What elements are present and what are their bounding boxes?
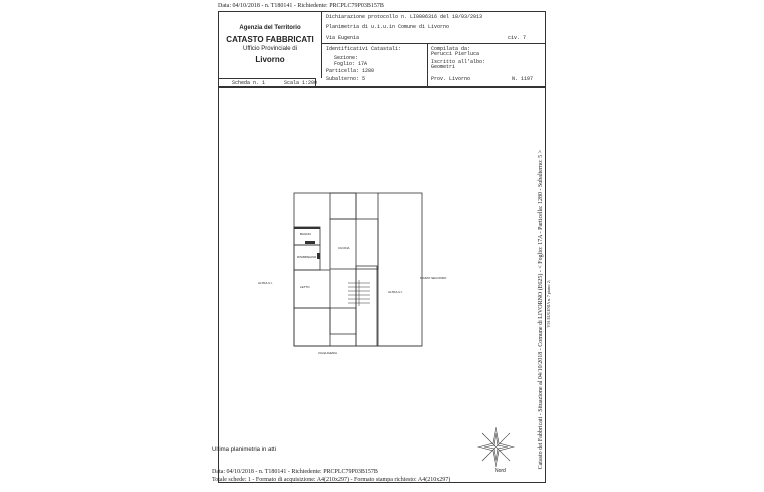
ident-title: Identificativi Catastali: bbox=[326, 46, 402, 52]
province-text: Prov. Livorno bbox=[431, 76, 471, 82]
foglio-value: Foglio: 17A bbox=[334, 61, 368, 67]
room-label-disimpegno: DISIMPEGNO bbox=[297, 255, 317, 259]
ultima-planimetria: Ultima planimetria in atti bbox=[212, 447, 277, 453]
registration-number: N. 1197 bbox=[512, 76, 534, 82]
sezione-label: Sezione: bbox=[334, 55, 359, 61]
plan-bottom-mid bbox=[330, 308, 356, 334]
street-label: VIA EUGENIA bbox=[318, 351, 338, 355]
scale-label: Scala 1:200 bbox=[284, 80, 318, 86]
room-label-altra-ui-left: ALTRA U.I. bbox=[258, 281, 273, 285]
iscritto-label: Iscritto all'albo: bbox=[431, 59, 486, 65]
compilata-name: Perucci Pierluca bbox=[431, 51, 480, 57]
declaration-text: Dichiarazione protocollo n. LI0006316 del 18/03/2013 bbox=[326, 14, 483, 20]
address-text: Via Eugenia bbox=[326, 35, 360, 41]
plan-bottom-left bbox=[294, 308, 330, 346]
north-label: Nord bbox=[495, 468, 506, 474]
ufficio-label: Ufficio Provinciale di bbox=[243, 46, 297, 52]
compilata-label: Compilata da: bbox=[431, 46, 471, 52]
particella-value: Particella: 1280 bbox=[326, 68, 375, 74]
plan-kitchen bbox=[330, 219, 378, 269]
north-arrow-icon bbox=[476, 425, 516, 469]
room-label-cucina: CUCINA bbox=[338, 246, 350, 250]
room-label-letto: LETTO bbox=[300, 285, 310, 289]
agency-title: Agenzia del Territorio bbox=[239, 25, 301, 31]
subalterno-value: Subalterno: 5 bbox=[326, 76, 366, 82]
vertical-address-text: VIA EUGENIA n. 7 piano: 2; bbox=[546, 280, 551, 328]
room-label-bagno: BAGNO bbox=[300, 232, 311, 236]
room-label-pozzo: POZZO SECONDO bbox=[420, 276, 447, 280]
room-label-altra-ui-right: ALTRA U.I. bbox=[388, 290, 403, 294]
plan-top-small bbox=[330, 193, 356, 219]
iscritto-value: Geometri bbox=[431, 64, 456, 70]
catasto-title: CATASTO FABBRICATI bbox=[226, 35, 314, 44]
scheda-number: Scheda n. 1 bbox=[232, 80, 266, 86]
header-request-line: Data: 04/10/2018 - n. T180141 - Richiedente: PRCPLC79P03B157B bbox=[218, 3, 384, 9]
footer-line-1: Data: 04/10/2018 - n. T180141 - Richiedente: PRCPLC79P03B157B bbox=[212, 469, 378, 475]
plan-outer-left bbox=[294, 193, 356, 346]
plan-bedroom bbox=[294, 270, 330, 308]
vertical-cadastre-text: Catasto dei Fabbricati - Situazione al 04/10/2018 - Comune di LIVORNO (E625) - < Foglio: 17A - Particella: 1280 - Subalterno: 5 > bbox=[538, 150, 544, 470]
planimetry-text: Planimetria di u.i.u.in Comune di Livorno bbox=[326, 24, 450, 30]
footer-line-2: Totale schede: 1 - Formato di acquisizione: A4(210x297) - Formato stampa richiesto: A4(210x297) bbox=[212, 477, 451, 483]
civic-number: civ. 7 bbox=[508, 35, 527, 41]
plan-right-block bbox=[378, 193, 422, 346]
province-name: Livorno bbox=[255, 55, 285, 64]
